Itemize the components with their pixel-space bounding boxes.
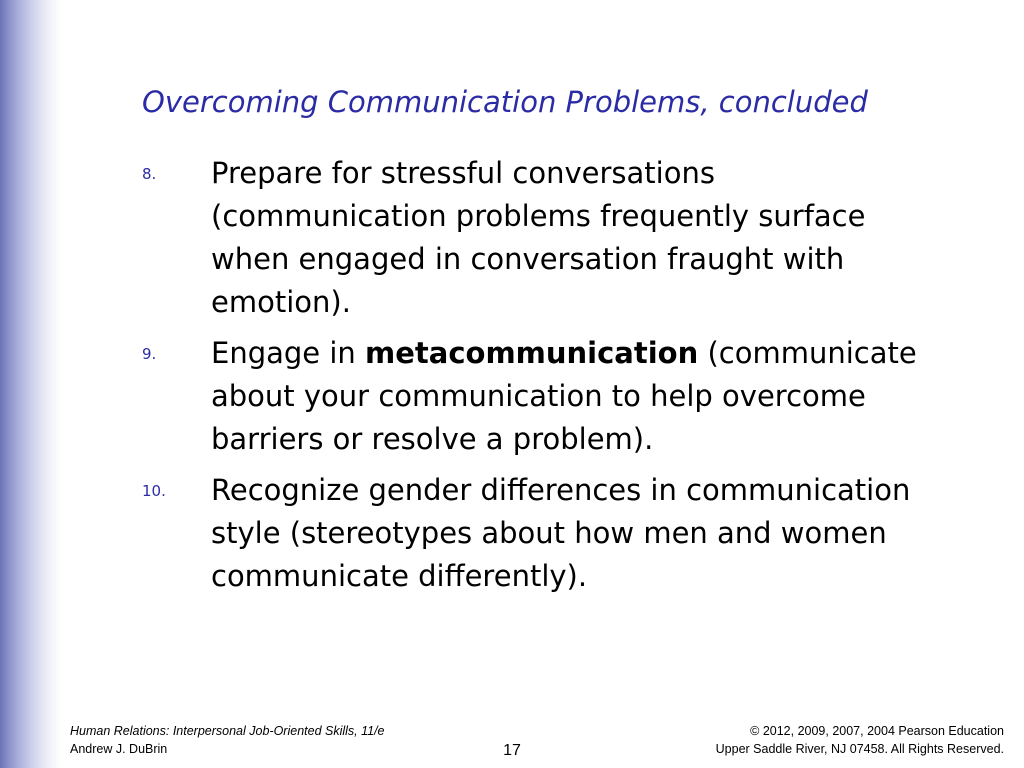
list-item-number: 8.	[142, 165, 157, 183]
list-item-text: Recognize gender differences in communication style (stereotypes about how men and women communicate differently).	[211, 473, 911, 593]
list-item-text: Prepare for stressful conversations (communication problems frequently surface when engaged in conversation fraught with emotion).	[211, 156, 866, 319]
list-item-text	[211, 332, 942, 461]
slide-title: Overcoming Communication Problems, concluded	[142, 85, 868, 119]
footer-book-title: Human Relations: Interpersonal Job-Oriented Skills, 11/e	[70, 724, 385, 738]
page-number: 17	[503, 742, 521, 759]
list-item	[142, 469, 942, 598]
footer-copyright-block	[716, 722, 1004, 758]
key-term: metacommunication	[365, 336, 699, 370]
list-item-text-suffix: (communicate about your communication to help overcome barriers or resolve a problem).	[211, 336, 917, 456]
list-item-number: 9.	[142, 345, 157, 363]
footer-author: Andrew J. DuBrin	[70, 742, 168, 756]
numbered-list	[142, 152, 942, 606]
footer-publisher-address: Upper Saddle River, NJ 07458. All Rights Reserved.	[715, 742, 1004, 756]
list-item	[142, 332, 942, 461]
list-item-number: 10.	[142, 482, 166, 500]
footer-book-info	[70, 722, 385, 758]
footer-copyright: © 2012, 2009, 2007, 2004 Pearson Education	[750, 724, 1004, 738]
list-item	[142, 152, 942, 324]
left-gradient-band	[0, 0, 62, 768]
list-item-text-prefix: Engage in	[211, 336, 366, 370]
